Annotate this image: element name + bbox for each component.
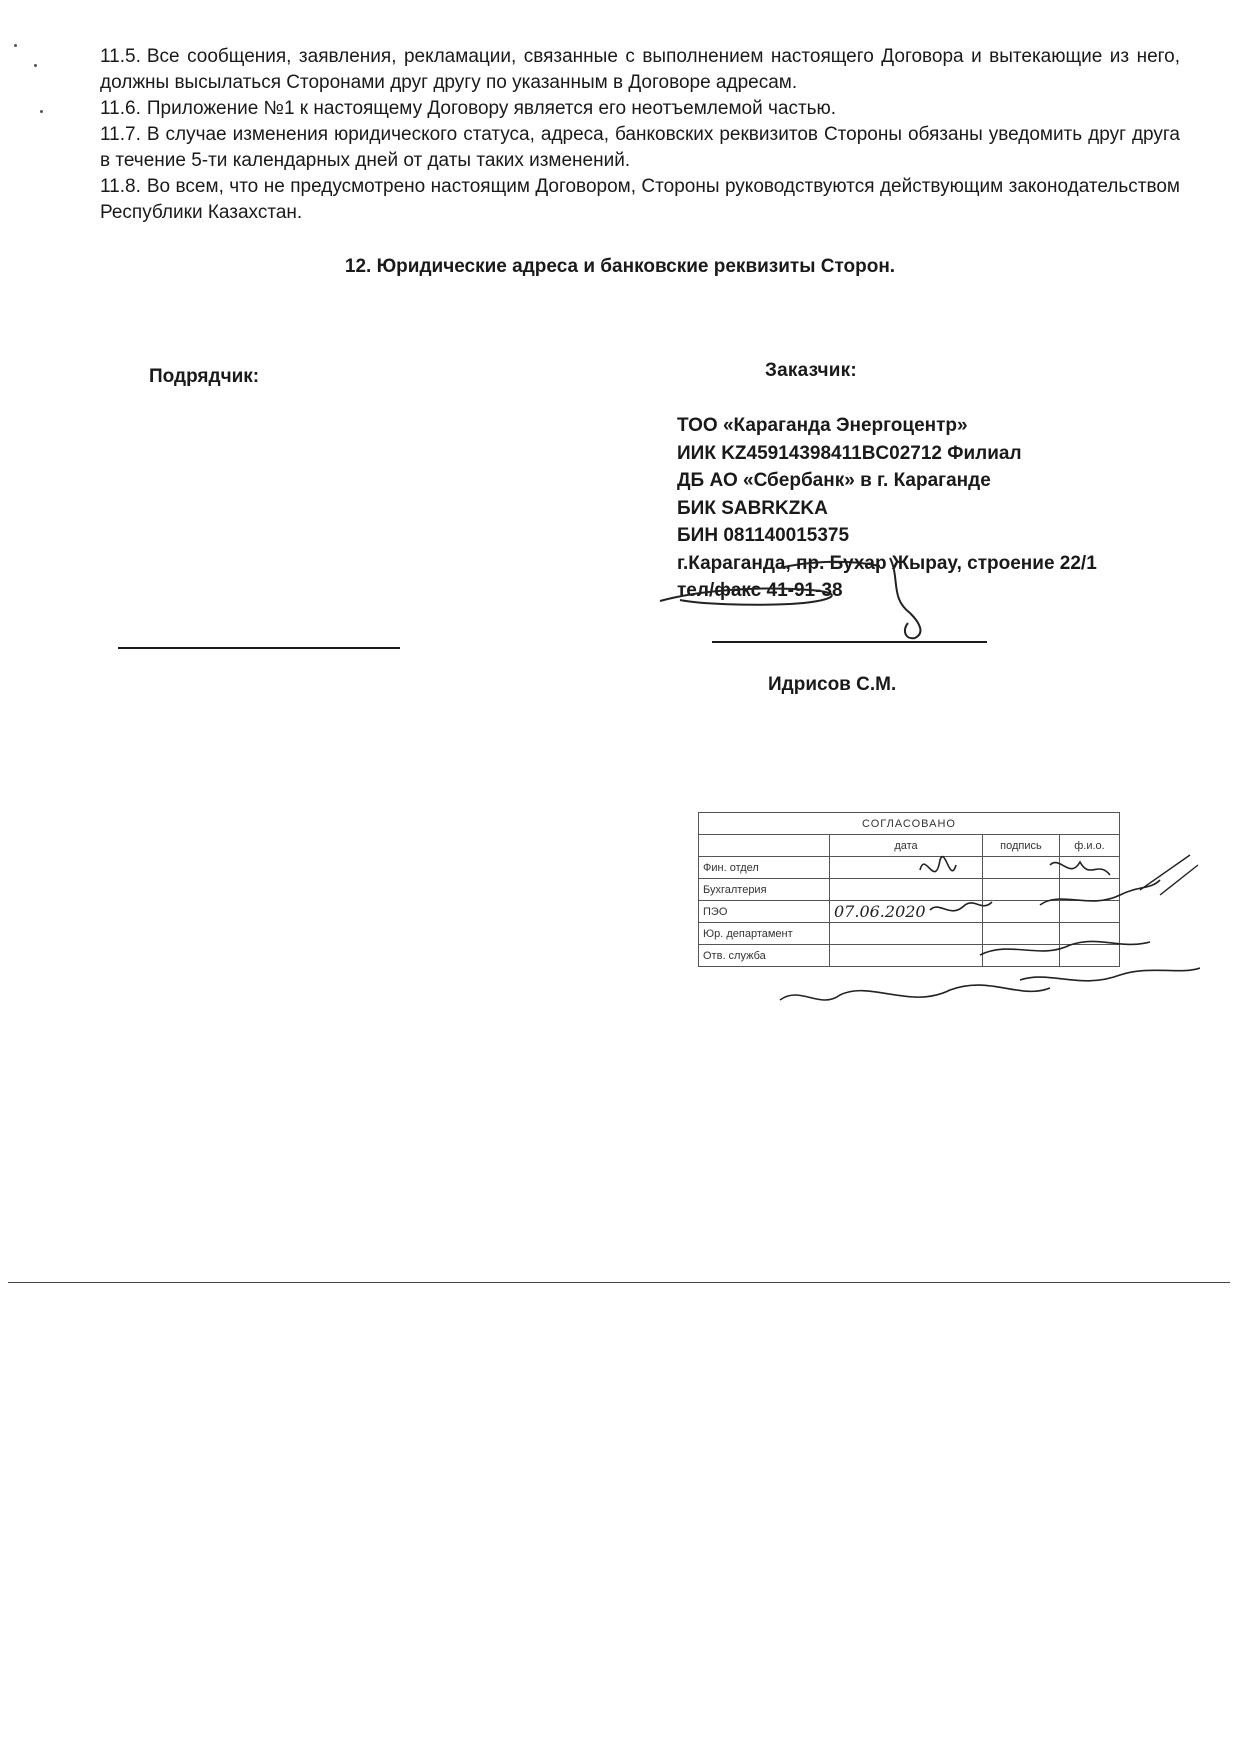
scan-artifact <box>40 110 43 113</box>
clause-11-7: 11.7. В случае изменения юридического статуса, адреса, банковских реквизитов Стороны обязаны уведомить друг друга в течение 5-ти календарных дней от даты таких изменений. <box>100 124 1180 171</box>
customer-name: ТОО «Караганда Энергоцентр» <box>677 415 968 436</box>
customer-iik: ИИК KZ45914398411BC02712 Филиал <box>677 442 1022 464</box>
approval-row: Бухгалтерия <box>699 879 1120 901</box>
approval-col-dept <box>699 835 830 857</box>
approval-col-date: дата <box>830 835 983 857</box>
approval-row: ПЭО 07.06.2020 <box>699 901 1120 923</box>
customer-bin: БИН 081140015375 <box>677 525 850 546</box>
approval-table <box>698 812 1120 967</box>
customer-details <box>677 412 1097 605</box>
customer-phone: тел/факс 41-91-38 <box>677 580 843 601</box>
approval-col-name: ф.и.о. <box>1059 835 1119 857</box>
approval-stamp <box>698 812 1120 967</box>
contractor-signature-line <box>118 647 400 649</box>
clause-11-8: 11.8. Во всем, что не предусмотрено настоящим Договором, Стороны руководствуются действующим законодательством Республики Казахстан. <box>100 176 1180 223</box>
approval-row: Фин. отдел <box>699 857 1120 879</box>
clause-11-6: 11.6. Приложение №1 к настоящему Договору является его неотъемлемой частью. <box>100 98 837 119</box>
contractor-label: Подрядчик: <box>149 366 260 387</box>
customer-bank: ДБ АО «Сбербанк» в г. Караганде <box>677 470 991 491</box>
scan-artifact <box>34 64 37 67</box>
customer-bik: БИК SABRKZKA <box>677 497 828 519</box>
clauses-list <box>100 44 1180 226</box>
approval-col-signature: подпись <box>983 835 1060 857</box>
customer-label: Заказчик: <box>765 360 857 381</box>
approval-row: Юр. департамент <box>699 923 1120 945</box>
section-title: 12. Юридические адреса и банковские реквизиты Сторон. <box>344 256 896 277</box>
approval-title: СОГЛАСОВАНО <box>699 813 1120 835</box>
scan-artifact <box>14 44 17 47</box>
customer-address: г.Караганда, пр. Бухар Жырау, строение 22/1 <box>677 552 1097 574</box>
approval-row: Отв. служба <box>699 945 1120 967</box>
clause-11-5: 11.5. Все сообщения, заявления, рекламации, связанные с выполнением настоящего Договора и вытекающие из него, должны высылаться Сторонами друг другу по указанным в Договоре адресам. <box>100 46 1180 93</box>
customer-signature-line <box>712 641 987 643</box>
customer-signatory-name: Идрисов С.М. <box>768 674 897 695</box>
footer-divider <box>8 1282 1230 1283</box>
